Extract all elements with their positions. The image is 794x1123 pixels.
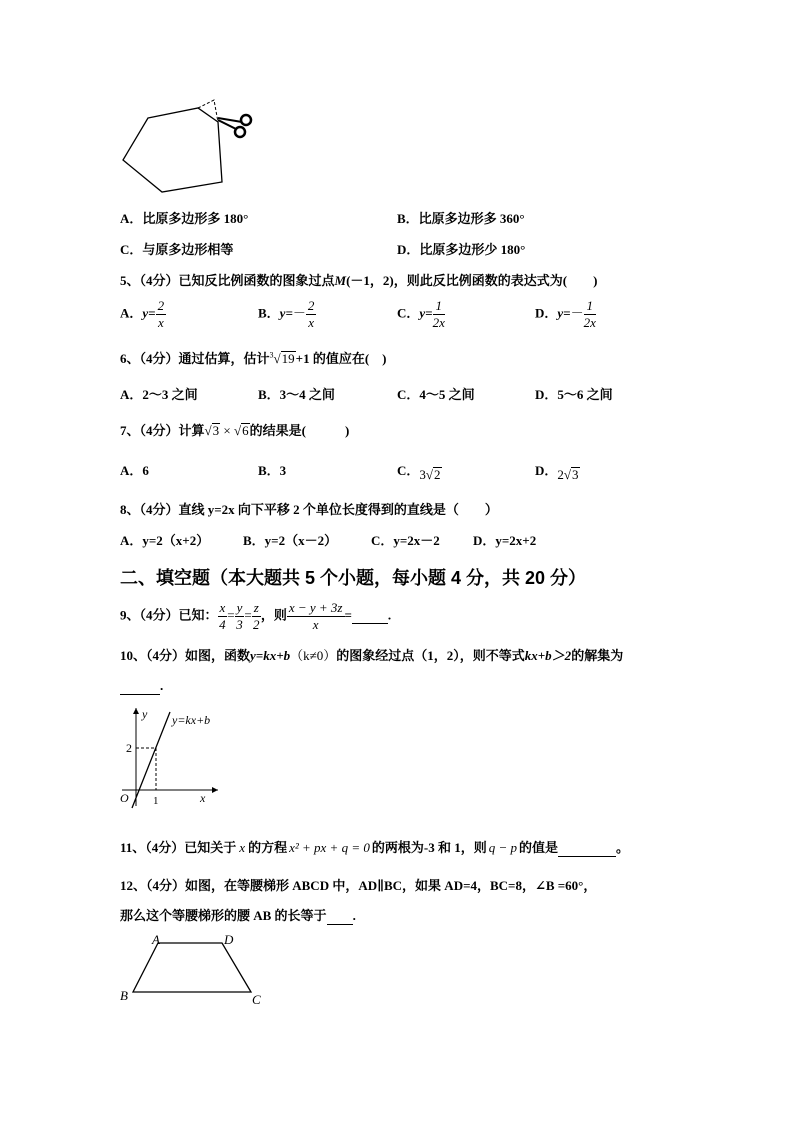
scissors-icon — [218, 115, 251, 137]
q5-stem: 5、（4分）已知反比例函数的图象过点M(－1，2)，则此反比例函数的表达式为( ) — [120, 273, 598, 288]
heptagon-shape — [123, 108, 222, 192]
q12-stem-line2: 那么这个等腰梯形的腰 AB 的长等于 . — [120, 908, 356, 923]
q6-option-a[interactable]: A．2～3 之间 — [120, 387, 198, 402]
q10-answer-line: . — [120, 678, 163, 695]
q4-option-b[interactable]: B．比原多边形多 360° — [397, 211, 525, 226]
graph-x-label: x — [200, 791, 206, 805]
vertex-a-label: A — [152, 932, 160, 947]
q5-option-b[interactable]: B．y=－ $\frac{2}{x}$ — [258, 298, 315, 330]
graph-line-label: y=kx+b — [172, 713, 211, 727]
heptagon-cut-figure — [118, 96, 258, 200]
q7-stem: 7、（4分）计算√3 × √6的结果是( ) — [120, 423, 350, 438]
q8-option-c[interactable]: C．y=2x－2 — [371, 533, 440, 548]
q12-stem-line1: 12、（4分）如图，在等腰梯形 ABCD 中，AD∥BC，如果 AD=4，BC=8，∠B =60°， — [120, 878, 597, 893]
q9-stem: 9、（4分）已知： $\frac{x}{4}$ = $\frac{y}{3}$ = $\frac{z}{2}$ ，则 $\frac{x - y + 3z}{x}$ = . — [120, 600, 392, 632]
vertex-b-label: B — [120, 988, 128, 1003]
q5-option-d[interactable]: D．y=－ $\frac{1}{2x}$ — [535, 298, 596, 330]
q5-option-a[interactable]: A．y= $\frac{2}{x}$ — [120, 298, 165, 330]
q7-option-d[interactable]: D．2√3 — [535, 463, 579, 482]
q6-stem: 6、（4分）通过估算，估计$^3$√19+1 的值应在( ) — [120, 350, 387, 366]
vertex-d-label: D — [224, 932, 234, 947]
q6-option-b[interactable]: B．3～4 之间 — [258, 387, 335, 402]
trapezoid-figure — [118, 930, 268, 1010]
q8-option-a[interactable]: A．y=2（x+2） — [120, 533, 210, 548]
q11-stem: 11、（4分）已知关于 x 的方程 x² + px + q = 0 的两根为-3 和 1，则 q − p 的值是 。 — [120, 840, 630, 855]
graph-y-label: y — [142, 707, 148, 721]
graph-tick-y: 2 — [126, 741, 132, 755]
linear-function-graph — [118, 700, 228, 810]
q7-option-b[interactable]: B．3 — [258, 463, 287, 478]
q4-option-c[interactable]: C．与原多边形相等 — [120, 242, 234, 257]
q7-option-c[interactable]: C．3√2 — [397, 463, 441, 482]
graph-origin: O — [120, 791, 129, 805]
q8-option-b[interactable]: B．y=2（x－2） — [243, 533, 338, 548]
q8-stem: 8、（4分）直线 y=2x 向下平移 2 个单位长度得到的直线是（ ） — [120, 502, 498, 517]
cut-corner-dashed — [198, 100, 218, 122]
cube-root-radicand: 19 — [281, 351, 295, 366]
q8-option-d[interactable]: D．y=2x+2 — [473, 533, 537, 548]
q6-option-c[interactable]: C．4～5 之间 — [397, 387, 475, 402]
vertex-c-label: C — [252, 992, 261, 1007]
q5-option-c[interactable]: C．y= $\frac{1}{2x}$ — [397, 298, 445, 330]
trapezoid-shape — [133, 943, 251, 992]
q11-answer-blank[interactable] — [558, 840, 616, 857]
q10-stem: 10、（4分）如图，函数y=kx+b（k≠0）的图象经过点（1，2），则不等式kx+b＞2的解集为 — [120, 648, 624, 663]
q10-answer-blank[interactable] — [120, 678, 160, 695]
graph-tick-x: 1 — [153, 795, 159, 807]
q12-answer-blank[interactable] — [327, 908, 353, 925]
q6-option-d[interactable]: D．5～6 之间 — [535, 387, 613, 402]
section-title: 二、填空题（本大题共 5 个小题，每小题 4 分，共 20 分） — [120, 568, 587, 588]
q4-option-d[interactable]: D．比原多边形少 180° — [397, 242, 526, 257]
function-line — [132, 712, 170, 808]
q7-option-a[interactable]: A．6 — [120, 463, 149, 478]
q4-option-a[interactable]: A．比原多边形多 180° — [120, 211, 249, 226]
q9-answer-blank[interactable] — [352, 607, 388, 624]
